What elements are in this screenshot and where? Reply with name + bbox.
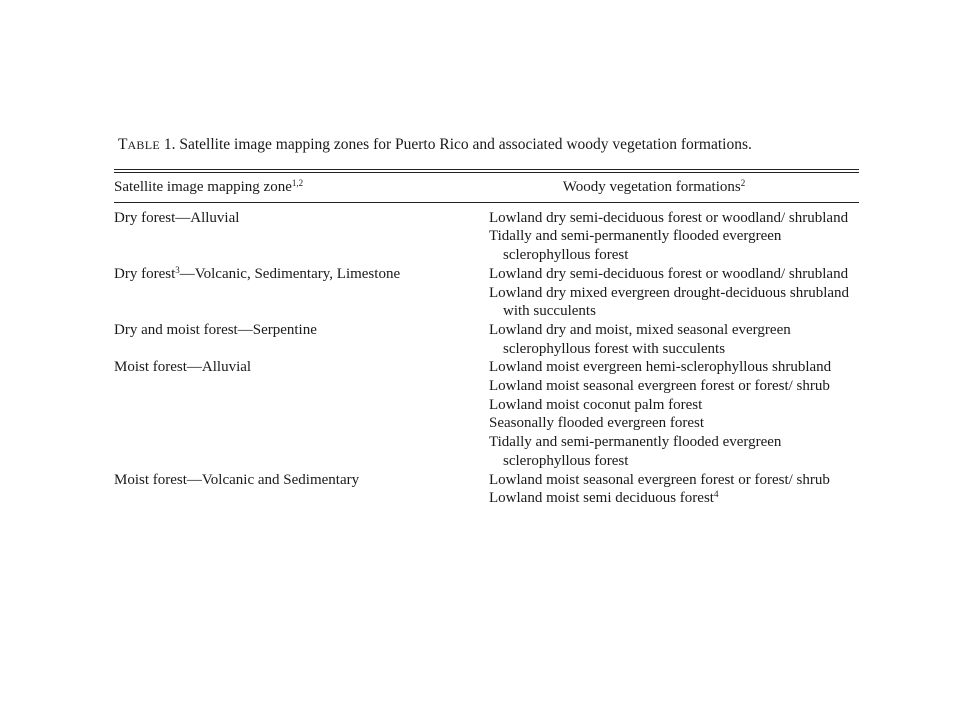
table-row (114, 471, 859, 508)
header-veg-text: Woody vegetation formations (562, 179, 741, 195)
formation-entry: Lowland dry mixed evergreen drought-deciduous shrubland with succulents (489, 284, 850, 320)
formation-text: Lowland moist semi deciduous forest (489, 490, 714, 507)
formation-entry: Tidally and semi-permanently flooded evergreen sclerophyllous forest (489, 434, 782, 469)
zone-footnote: 3 (175, 264, 180, 275)
table-row (114, 265, 859, 321)
table-caption (118, 135, 859, 155)
table-row (114, 358, 859, 470)
zone-text: Dry forest (114, 265, 176, 282)
formation-entry (489, 489, 859, 508)
header-row (114, 173, 859, 202)
formations-cell (489, 358, 859, 470)
formation-entry: Tidally and semi-permanently flooded evergreen sclerophyllous forest (489, 228, 782, 264)
header-vegetation (489, 173, 859, 202)
formations-cell (489, 203, 859, 265)
header-veg-footnote: 2 (740, 178, 746, 188)
header-zone (114, 173, 489, 202)
zone-text-rest: —Volcanic, Sedimentary, Limestone (179, 265, 401, 282)
table-row (114, 203, 859, 265)
caption-label-initial: T (118, 136, 128, 153)
zone-cell (114, 265, 489, 321)
formation-entry: Lowland moist coconut palm forest (489, 396, 703, 413)
zone-cell: Moist forest—Volcanic and Sedimentary (114, 471, 360, 488)
formation-entry: Lowland dry semi-deciduous forest or woodland/ shrubland (489, 209, 849, 226)
header-zone-footnote: 1,2 (291, 178, 304, 188)
formation-entry: Seasonally flooded evergreen forest (489, 415, 705, 432)
formation-entry: Lowland dry semi-deciduous forest or woodland/ shrubland (489, 265, 849, 282)
formations-cell (489, 265, 859, 321)
formation-entry: Lowland moist evergreen hemi-sclerophyllous shrubland (489, 359, 832, 376)
formation-footnote: 4 (713, 489, 719, 500)
caption-label-smallcaps: ABLE (127, 138, 160, 152)
formation-entry: Lowland moist seasonal evergreen forest or forest/ shrub (489, 471, 830, 488)
zone-cell: Dry and moist forest—Serpentine (114, 321, 317, 338)
caption-text: Satellite image mapping zones for Puerto Rico and associated woody vegetation formations. (179, 136, 752, 153)
formation-entry: Lowland dry and moist, mixed seasonal evergreen sclerophyllous forest with succulents (489, 321, 791, 357)
formations-cell (489, 471, 859, 508)
table-row (114, 321, 859, 358)
zone-cell: Moist forest—Alluvial (114, 359, 252, 376)
zones-table (114, 173, 859, 508)
formations-cell (489, 321, 859, 358)
formation-entry: Lowland moist seasonal evergreen forest or forest/ shrub (489, 378, 830, 395)
table-1 (114, 135, 859, 508)
header-zone-text: Satellite image mapping zone (114, 179, 292, 195)
zone-cell: Dry forest—Alluvial (114, 209, 240, 226)
caption-label-number: 1. (163, 136, 176, 153)
